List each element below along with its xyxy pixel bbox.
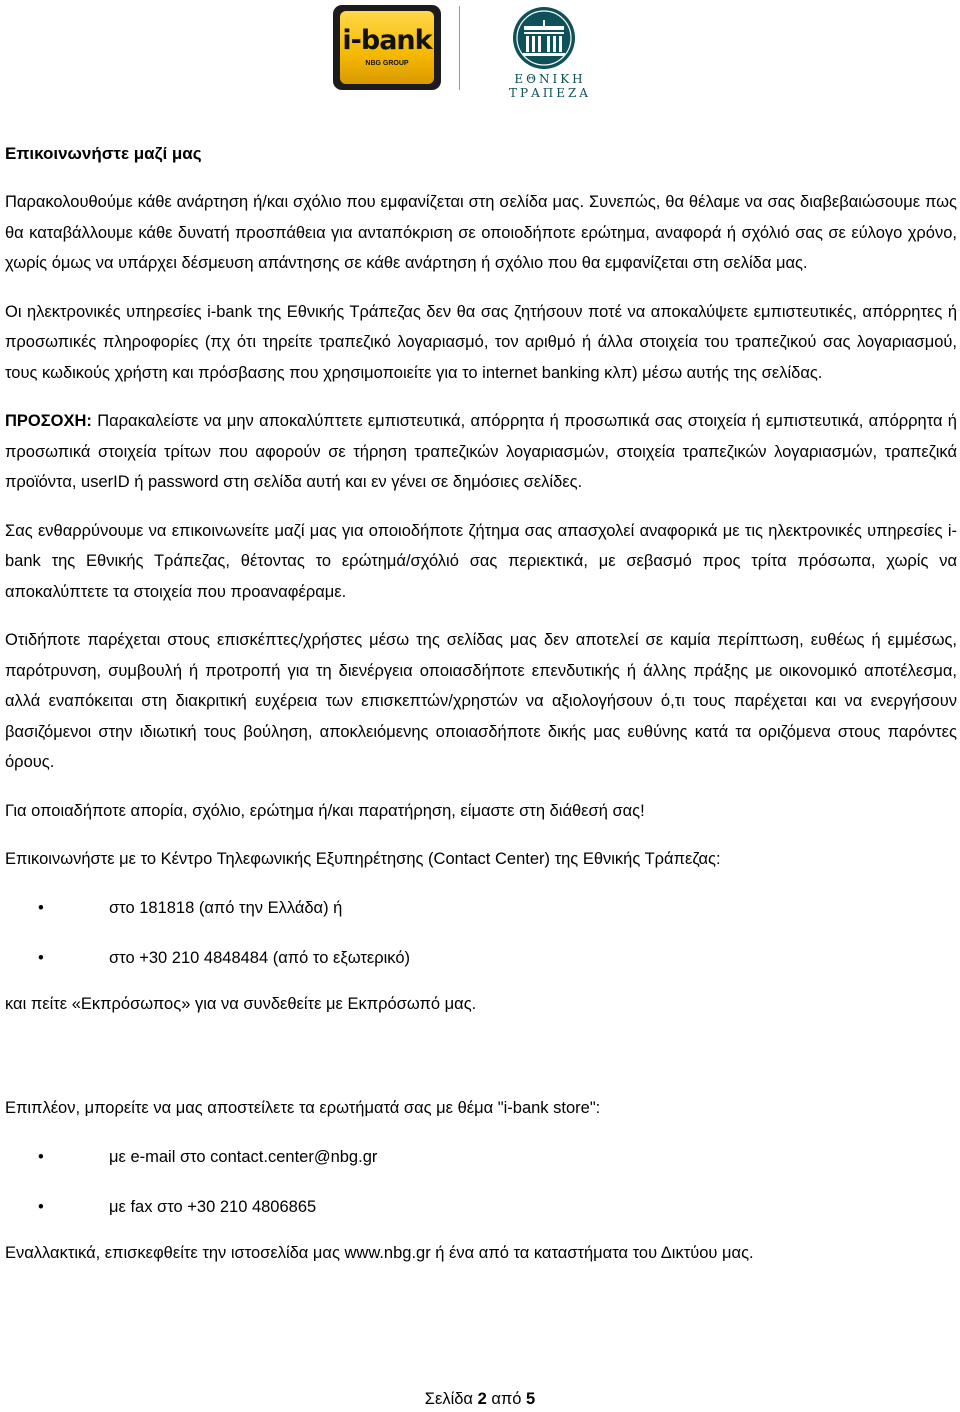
paragraph-store-questions: Επιπλέον, μπορείτε να μας αποστείλετε τα ερωτήματά σας με θέμα "i-bank store": (5, 1099, 601, 1117)
bullet-icon: • (38, 898, 44, 917)
list-item (5, 943, 957, 973)
phone-abroad: στο +30 210 4848484 (από το εξωτερικό) (109, 948, 410, 967)
paragraph-monitoring: Παρακολουθούμε κάθε ανάρτηση ή/και σχόλιο που εμφανίζεται στη σελίδα μας. Συνεπώς, θα θέλαμε να σας διαβεβαιώσουμε πως θα καταβάλλουμε κάθε δυνατή προσπάθεια για ανταπόκριση σε οποιοδήποτε ερώτημα, αναφορά ή σχόλιό σας σε εύλογο χρόνο, χωρίς όμως να υπάρχει δέσμευση απάντησης σε κάθε ανάρτηση ή σχόλιο που θα εμφανίζεται στη σελίδα μας. (5, 193, 957, 272)
paragraph-confidentiality: Οι ηλεκτρονικές υπηρεσίες i-bank της Εθνικής Τράπεζας δεν θα σας ζητήσουν ποτέ να αποκαλύψετε εμπιστευτικές, απόρρητες ή προσωπικές πληροφορίες (πχ ότι τηρείτε τραπεζικό λογαριασμό, τον αριθμό ή άλλα στοιχεία του τραπεζικού σας λογαριασμού, τους κωδικούς χρήστη και πρόσβασης που χρησιμοποιείτε για το internet banking κλπ) μέσω αυτής της σελίδας. (5, 302, 957, 382)
phone-greece: στο 181818 (από την Ελλάδα) ή (109, 898, 343, 917)
bullet-icon: • (38, 948, 44, 967)
ibank-logo-text: i-bank (342, 25, 432, 56)
paragraph-representative: και πείτε «Εκπρόσωπος» για να συνδεθείτε με Εκπρόσωπό μας. (5, 994, 477, 1013)
paragraph-website: Εναλλακτικά, επισκεφθείτε την ιστοσελίδα μας www.nbg.gr ή ένα από τα καταστήματα του Δικτύου μας. (5, 1243, 754, 1262)
ibank-logo (333, 5, 441, 90)
paragraph-contact-center: Επικοινωνήστε με το Κέντρο Τηλεφωνικής Εξυπηρέτησης (Contact Center) της Εθνικής Τράπεζας: (5, 850, 721, 868)
bank-name: ΕΘΝΙΚΗ ΤΡΑΠΕΖΑ (509, 72, 591, 100)
ibank-logo-subtext: NBG GROUP (365, 60, 409, 67)
document-body (5, 139, 957, 1286)
paragraph-encouragement: Σας ενθαρρύνουμε να επικοινωνείτε μαζί μας για οποιοδήποτε ζήτημα σας απασχολεί αναφορικά με τις ηλεκτρονικές υπηρεσίες i-bank της Εθνικής Τράπεζας, θέτοντας το ερώτημά/σχόλιό σας περιεκτικά, με σεβασμό προς τρίτα πρόσωπα, χωρίς να αποκαλύπτετε τα στοιχεία που προαναφέραμε. (5, 521, 957, 601)
bullet-icon: • (38, 1197, 44, 1216)
of-word: από (491, 1390, 522, 1408)
contact-fax: με fax στο +30 210 4806865 (109, 1197, 317, 1216)
contact-email: με e-mail στο contact.center@nbg.gr (109, 1147, 378, 1166)
list-item (5, 1142, 957, 1172)
paragraph-disclaimer: Οτιδήποτε παρέχεται στους επισκέπτες/χρήστες μέσω της σελίδας μας δεν αποτελεί σε καμία περίπτωση, ευθέως ή εμμέσως, παρότρυνση, συμβουλή ή προτροπή για τη διενέργεια οποιασδήποτε επενδυτικής ή άλλης πράξης με οικονομικό αποτέλεσμα, αλλά εναπόκειται στη διακριτική ευχέρεια των επισκεπτών/χρηστών να αξιολογήσουν ό,τι τους παρέχεται και να ενεργήσουν βασιζόμενοι στην ιδιωτική τους βούληση, αποκλειόμενης οποιασδήποτε δικής μας ευθύνης κατά τα οριζόμενα στους παρόντες όρους. (5, 631, 957, 771)
page-heading: Επικοινωνήστε μαζί μας (5, 144, 202, 163)
page-header (0, 0, 960, 100)
contact-list (5, 1142, 957, 1222)
warning-label: ΠΡΟΣΟΧΗ: (5, 412, 92, 430)
logo-divider (459, 6, 460, 90)
page-word: Σελίδα (424, 1390, 473, 1408)
current-page-number: 2 (477, 1390, 487, 1408)
phone-list (5, 893, 957, 973)
paragraph-warning (5, 406, 957, 498)
list-item (5, 893, 957, 923)
page-footer (0, 1386, 960, 1412)
bullet-icon: • (38, 1147, 44, 1166)
paragraph-availability: Για οποιαδήποτε απορία, σχόλιο, ερώτημα ή/και παρατήρηση, είμαστε στη διάθεσή σας! (5, 801, 645, 820)
list-item (5, 1192, 957, 1222)
warning-text: Παρακαλείστε να μην αποκαλύπτετε εμπιστευτικά, απόρρητα ή προσωπικά σας στοιχεία ή εμπιστευτικά, απόρρητα ή προσωπικά στοιχεία τρίτων που αφορούν σε τήρηση τραπεζικών λογαριασμών, στοιχεία τραπεζικών λογαριασμών, τραπεζικά προϊόντα, userID ή password στη σελίδα αυτή και εν γένει σε δημόσιες σελίδες. (5, 412, 957, 491)
nbg-building-emblem (512, 6, 576, 70)
total-pages-number: 5 (526, 1390, 536, 1408)
